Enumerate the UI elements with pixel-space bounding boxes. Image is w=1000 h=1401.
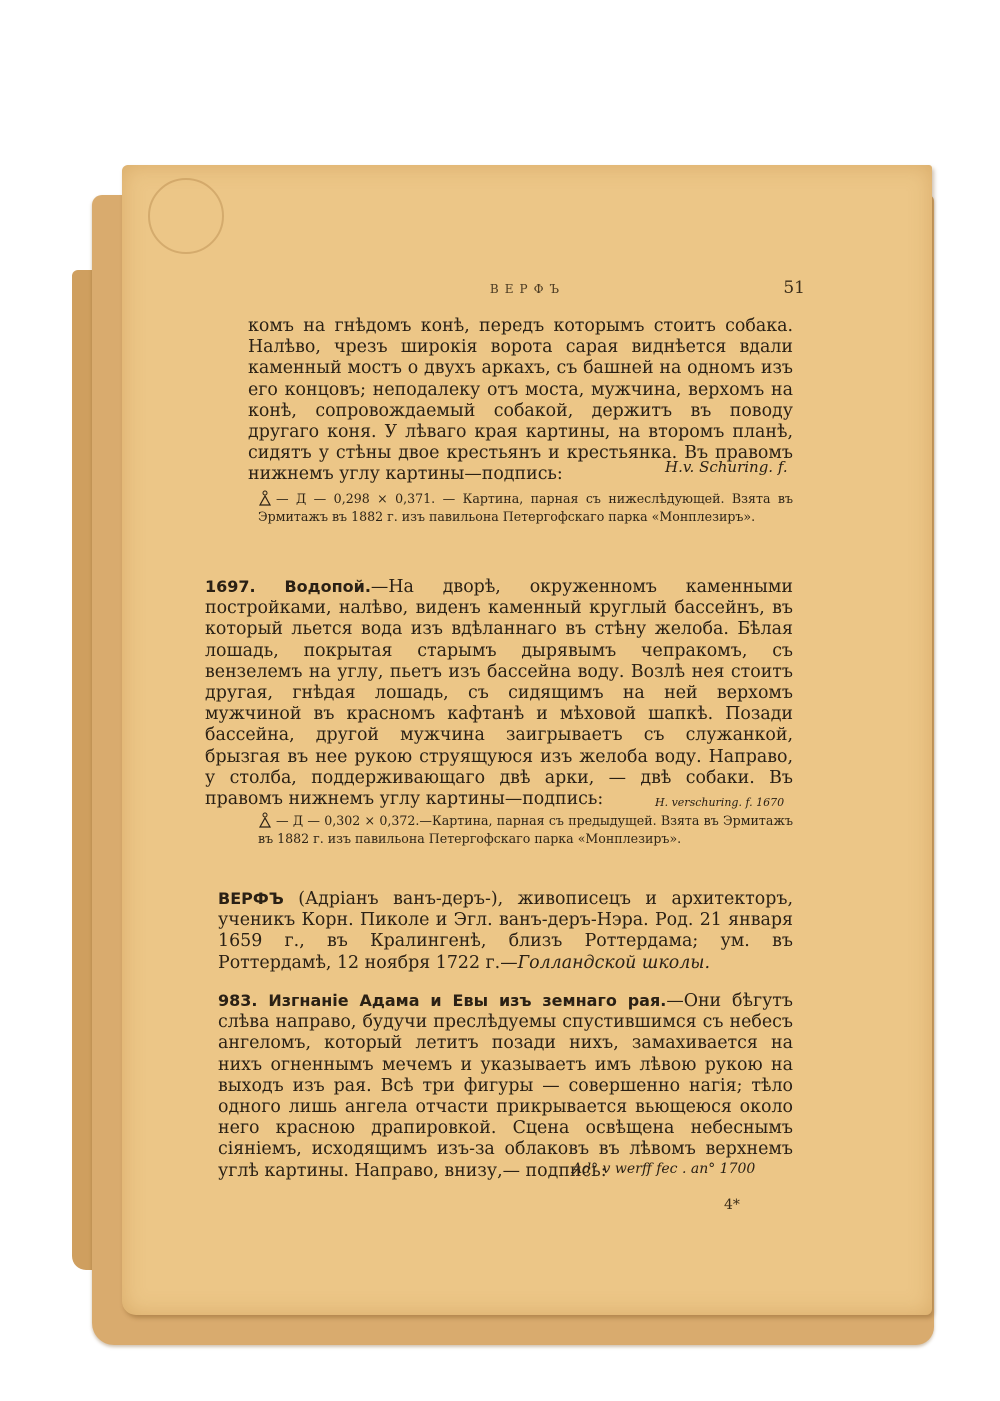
entry-title: Изгнаніе Адама и Евы изъ земнаго рая. bbox=[268, 991, 667, 1010]
signature-verschuring: H. verschuring. f. 1670 bbox=[655, 796, 785, 809]
page-number: 51 bbox=[783, 278, 805, 298]
artist-school: Голландской школы. bbox=[517, 952, 710, 973]
entry-note-2-text: — Д — 0,302 × 0,372.—Картина, парная съ предыдущей. Взята въ Эрмитажъ въ 1882 г. изъ павильона Петергофскаго парка «Монплезиръ». bbox=[258, 813, 793, 846]
entry-number: 983. bbox=[218, 991, 258, 1010]
page-header bbox=[250, 278, 805, 306]
signature-mark: 4* bbox=[724, 1197, 740, 1213]
artist-biography bbox=[218, 888, 793, 974]
signature-werff: Ad° v werff fec . an° 1700 bbox=[572, 1161, 756, 1177]
signature-schuring: H.v. Schuring. f. bbox=[665, 458, 788, 476]
entry-1697 bbox=[205, 576, 793, 810]
entry-note-1-text: — Д — 0,298 × 0,371. — Картина, парная съ нижеслѣдующей. Взята въ Эрмитажъ въ 1882 г. изъ павильона Петергофскаго парка «Монплезиръ». bbox=[258, 491, 793, 524]
entry-text: —Они бѣгутъ слѣва направо, будучи преслѣдуемы спустившимся съ небесъ ангеломъ, который летитъ позади нихъ, замахивается на нихъ огненнымъ мечемъ и указываетъ имъ лѣвою рукою на выходъ изъ рая. Всѣ три фигуры — совершенно нагія; тѣло одного лишь ангела отчасти прикрывается вьющеюся около него красною драпировкой. Сцена освѣщена небеснымъ сіяніемъ, исходящимъ изъ-за облаковъ въ лѣвомъ верхнемъ углѣ картины. Направо, внизу,— подпись: bbox=[218, 991, 793, 1181]
entry-983 bbox=[218, 990, 793, 1182]
continued-entry-text: комъ на гнѣдомъ конѣ, передъ которымъ стоитъ собака. Налѣво, чрезъ широкія ворота сарая виднѣется вдали каменный мостъ о двухъ аркахъ, съ башней на одномъ изъ его концовъ; неподалеку отъ моста, мужчина, верхомъ на конѣ, сопровождаемый собакой, держитъ въ поводу другаго коня. У лѣваго края картины, на второмъ планѣ, сидятъ у стѣны двое крестьянъ и крестьянка. Въ правомъ нижнемъ углу картины—подпись: bbox=[248, 316, 793, 485]
hermitage-mark-icon bbox=[258, 812, 272, 828]
running-title: ВЕРФЪ bbox=[489, 282, 566, 296]
library-stamp-mark bbox=[148, 178, 224, 254]
hermitage-mark-icon bbox=[258, 490, 272, 506]
entry-text: —На дворѣ, окруженномъ каменными постройками, налѣво, виденъ каменный круглый бассейнъ, въ который льется вода изъ вдѣланнаго въ стѣну желоба. Бѣлая лошадь, покрытая старымъ дырявымъ чепракомъ, съ вензелемъ на углу, пьетъ изъ бассейна воду. Возлѣ нея стоитъ другая, гнѣдая лошадь, съ сидящимъ на ней верхомъ мужчиной въ красномъ кафтанѣ и мѣховой шапкѣ. Позади бассейна, другой мужчина заигрываетъ съ служанкой, брызгая въ нее рукою струящуюся изъ желоба воду. Направо, у столба, поддерживающаго двѣ арки, — двѣ собаки. Въ правомъ нижнемъ углу картины—подпись: bbox=[205, 577, 793, 810]
entry-note-2 bbox=[258, 812, 793, 848]
entry-title: Водопой. bbox=[284, 577, 371, 596]
entry-number: 1697. bbox=[205, 577, 256, 596]
artist-name: ВЕРФЪ bbox=[218, 889, 284, 908]
entry-note-1 bbox=[258, 490, 793, 526]
artist-text: (Адріанъ ванъ-деръ-), живописецъ и архитекторъ, ученикъ Корн. Пиколе и Эгл. ванъ-деръ-Нэра. Род. 21 января 1659 г., въ Кралингенѣ, близъ Роттердама; ум. въ Роттердамѣ, 12 ноября 1722 г.— bbox=[218, 889, 793, 973]
